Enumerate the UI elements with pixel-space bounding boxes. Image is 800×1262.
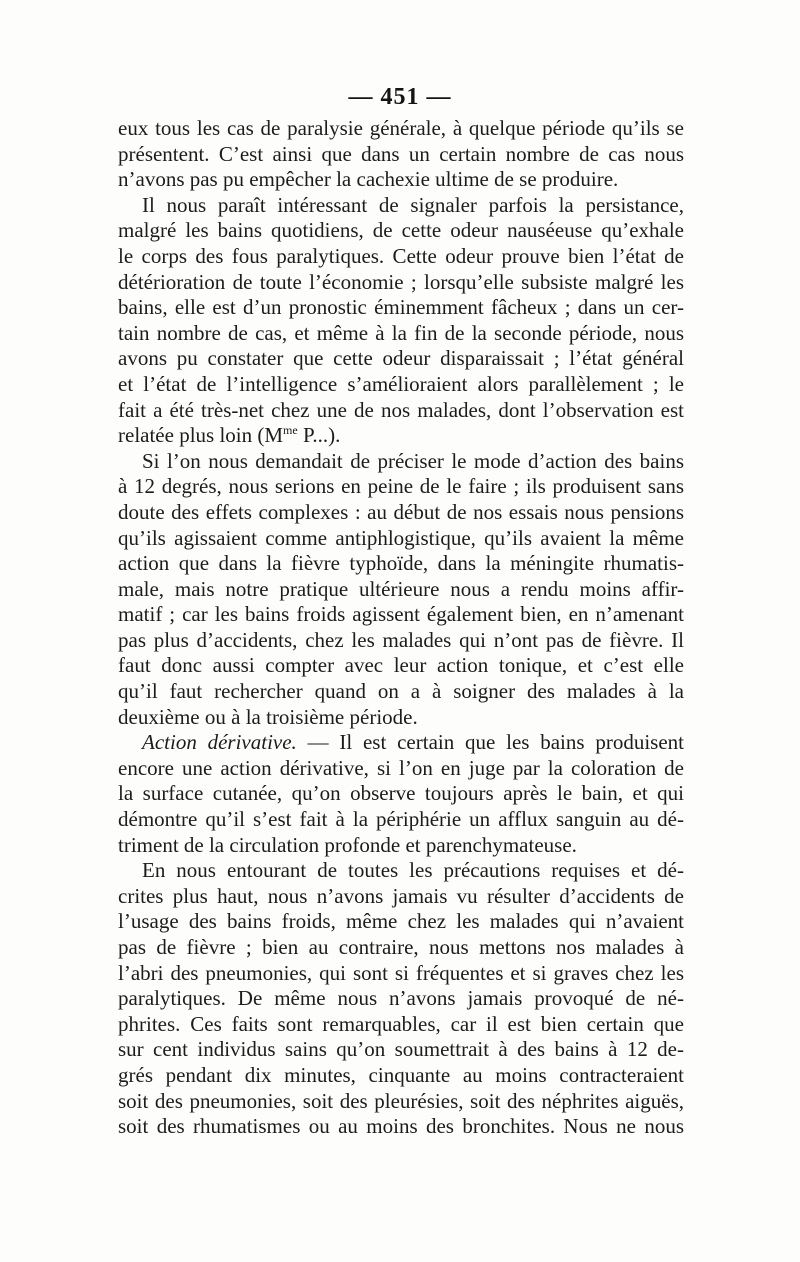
text-line: sur cent individus sains qu’on soumettrait à des bains à 12 de- [118, 1037, 684, 1062]
text-line: matif ; car les bains froids agissent également bien, en n’amenant [118, 602, 684, 627]
text-line: triment de la circulation profonde et parenchymateuse. [118, 832, 577, 857]
text-line: à 12 degrés, nous serions en peine de le faire ; ils produisent sans [118, 474, 684, 499]
text-fragment: relatée plus loin (M [118, 423, 284, 448]
text-fragment: P...). [297, 423, 341, 448]
text-line: soit des rhumatismes ou au moins des bronchites. Nous ne nous [118, 1114, 684, 1139]
text-line: qu’ils agissaient comme antiphlogistique, qu’ils avaient la même [118, 525, 684, 550]
text-line: présentent. C’est ainsi que dans un certain nombre de cas nous [118, 141, 684, 166]
text-line: action que dans la fièvre typhoïde, dans la méningite rhumatis- [118, 551, 684, 576]
text-line: paralytiques. De même nous n’avons jamais provoqué de né- [118, 986, 684, 1011]
text-line: et l’état de l’intelligence s’amélioraient alors parallèlement ; le [118, 371, 684, 396]
text-line: Il nous paraît intéressant de signaler parfois la persistance, [142, 192, 684, 217]
text-line: le corps des fous paralytiques. Cette odeur prouve bien l’état de [118, 243, 684, 268]
text-line: tain nombre de cas, et même à la fin de la seconde période, nous [118, 320, 684, 345]
text-line: avons pu constater que cette odeur disparaissait ; l’état général [118, 346, 684, 371]
text-line: bains, elle est d’un pronostic éminemment fâcheux ; dans un cer- [118, 295, 684, 320]
text-line [118, 423, 684, 449]
text-line: pas plus d’accidents, chez les malades qui n’ont pas de fièvre. Il [118, 627, 684, 652]
text-line: deuxième ou à la troisième période. [118, 704, 418, 729]
text-line: n’avons pas pu empêcher la cachexie ultime de se produire. [118, 167, 619, 192]
text-line: démontre qu’il s’est fait à la périphérie un afflux sanguin au dé- [118, 807, 684, 832]
text-line: Si l’on nous demandait de préciser le mode d’action des bains [142, 448, 684, 473]
text-line: phrites. Ces faits sont remarquables, car il est bien certain que [118, 1011, 684, 1036]
text-line: la surface cutanée, qu’on observe toujours après le bain, et qui [118, 781, 684, 806]
text-line: eux tous les cas de paralysie générale, à quelque période qu’ils se [118, 116, 684, 140]
text-line: male, mais notre pratique ultérieure nous a rendu moins affir- [118, 576, 684, 601]
text-line: grés pendant dix minutes, cinquante au moins contracteraient [118, 1062, 684, 1087]
superscript: me [283, 423, 298, 438]
text-line: fait a été très-net chez une de nos malades, dont l’observation est [118, 397, 684, 422]
text-line: En nous entourant de toutes les précautions requises et dé- [142, 858, 684, 883]
text-line: détérioration de toute l’économie ; lorsqu’elle subsiste malgré les [118, 269, 684, 294]
text-line: qu’il faut rechercher quand on a à soigner des malades à la [118, 679, 684, 704]
text-line: malgré les bains quotidiens, de cette odeur nauséeuse qu’exhale [118, 218, 684, 243]
section-heading: Action dérivative. [142, 730, 297, 755]
text-line [118, 730, 684, 756]
body-text [118, 116, 684, 1140]
text-line: faut donc aussi compter avec leur action tonique, et c’est elle [118, 653, 684, 678]
text-fragment: — Il est certain que les bains produisent [296, 730, 684, 755]
text-line: pas de fièvre ; bien au contraire, nous mettons nos malades à [118, 935, 684, 959]
text-line: soit des pneumonies, soit des pleurésies, soit des néphrites aiguës, [118, 1088, 684, 1113]
text-line: crites plus haut, nous n’avons jamais vu résulter d’accidents de [118, 883, 684, 908]
text-line: l’abri des pneumonies, qui sont si fréquentes et si graves chez les [118, 960, 684, 985]
text-line: l’usage des bains froids, même chez les malades qui n’avaient [118, 909, 684, 934]
page-number: — 451 — [348, 84, 452, 110]
text-line: doute des effets complexes : au début de nos essais nous pensions [118, 499, 684, 524]
text-line: encore une action dérivative, si l’on en juge par la coloration de [118, 755, 684, 780]
